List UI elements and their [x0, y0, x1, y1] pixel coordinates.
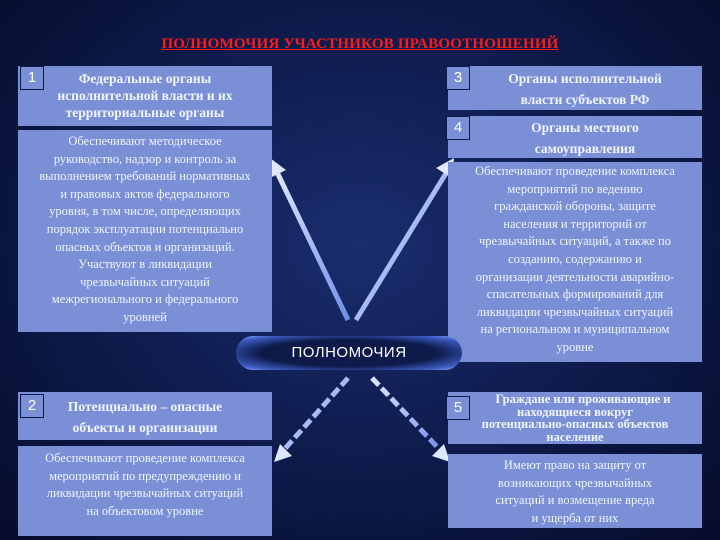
block-1-body-line: выполнением требований нормативных — [39, 169, 251, 184]
arrow-to-block-1 — [276, 170, 348, 320]
block-5-heading-line: Граждане или проживающие и — [495, 392, 671, 406]
block-5-heading-line: население — [546, 429, 604, 444]
slide-title: ПОЛНОМОЧИЯ УЧАСТНИКОВ ПРАВООТНОШЕНИЙ — [161, 36, 559, 52]
block-3-number: 3 — [446, 66, 470, 90]
block-2-heading — [18, 392, 272, 440]
block-1-number: 1 — [20, 66, 44, 90]
block-4-heading-line: самоуправления — [534, 141, 636, 156]
block-4-body-line: организации деятельности аварийно- — [475, 269, 675, 284]
center-label: ПОЛНОМОЧИЯ — [236, 336, 462, 370]
arrow-to-block-2 — [282, 378, 348, 452]
block-5-heading-line: находящиеся вокруг — [517, 404, 633, 419]
block-2-body-line: мероприятий по предупреждению и — [49, 468, 241, 483]
block-1-heading-line: исполнительной власти и их — [57, 88, 233, 103]
block-1-body — [18, 130, 272, 332]
block-2-heading-line: Потенциально – опасные — [67, 399, 223, 414]
block-4-body-line: спасательных формирований для — [486, 287, 664, 302]
block-1-heading-line: Федеральные органы — [78, 71, 212, 86]
block-2-body-line: ликвидации чрезвычайных ситуаций — [46, 486, 244, 501]
block-3-heading — [448, 66, 702, 110]
block-4-body-line: Обеспечивают проведение комплекса — [475, 164, 675, 178]
block-5-number: 5 — [446, 396, 470, 420]
block-4-body-line: населения и территорий от — [503, 216, 647, 231]
block-4-body-line: чрезвычайных ситуаций, а также по — [479, 234, 671, 249]
block-1-body-line: опасных объектов и организаций. — [55, 239, 235, 254]
block-2-number: 2 — [20, 394, 44, 418]
block-4-body-line: уровне — [556, 339, 594, 354]
block-2-heading-line: объекты и организации — [72, 420, 218, 435]
block-2-body-line: Обеспечивают проведение комплекса — [45, 451, 245, 465]
block-5-heading-line: потенциально-опасных объектов — [481, 417, 669, 431]
block-1-heading-line: территориальные органы — [65, 105, 225, 120]
block-1-body-line: порядок эксплуатации потенциально — [46, 221, 244, 236]
block-5-body-line: возникающих чрезвычайных — [497, 475, 653, 490]
block-1-body-line: Участвуют в ликвидации — [78, 257, 212, 272]
block-4-body-line: гражданской обороны, защите — [494, 199, 656, 214]
block-4-number: 4 — [446, 116, 470, 140]
block-4-body-line: ликвидации чрезвычайных ситуаций — [476, 304, 674, 319]
block-4-heading — [448, 116, 702, 158]
block-4-heading-line: Органы местного — [531, 120, 639, 135]
block-4-body-line: созданию, содержанию и — [508, 251, 642, 266]
block-3-heading-line: Органы исполнительной — [508, 71, 662, 86]
block-1-body-line: руководство, надзор и контроль за — [53, 151, 237, 166]
block-5-heading — [448, 392, 702, 444]
block-1-body-line: уровня, в том числе, определяющих — [49, 204, 241, 219]
block-3-heading-line: власти субъектов РФ — [520, 92, 650, 107]
arrow-to-block-4 — [356, 170, 448, 320]
block-5-body-line: и ущерба от них — [531, 510, 619, 525]
arrow-to-block-5 — [372, 378, 442, 452]
block-5-body-line: ситуаций и возмещение вреда — [495, 493, 655, 508]
block-4-body-line: мероприятий по ведению — [507, 181, 643, 196]
block-2-body — [18, 446, 272, 536]
block-5-body — [448, 454, 702, 528]
block-5-body-line: Имеют право на защиту от — [503, 458, 647, 472]
block-4-body — [448, 162, 702, 362]
block-1-body-line: чрезвычайных ситуаций — [80, 274, 210, 289]
block-1-body-line: уровней — [123, 309, 167, 324]
block-1-body-line: межрегионального и федерального — [51, 292, 239, 307]
block-2-body-line: на объектовом уровне — [86, 503, 204, 518]
block-1-body-line: и правовых актов федерального — [60, 186, 230, 201]
block-1-body-line: Обеспечивают методическое — [68, 134, 222, 148]
block-4-body-line: на региональном и муниципальном — [480, 322, 670, 337]
block-1-heading — [18, 66, 272, 126]
